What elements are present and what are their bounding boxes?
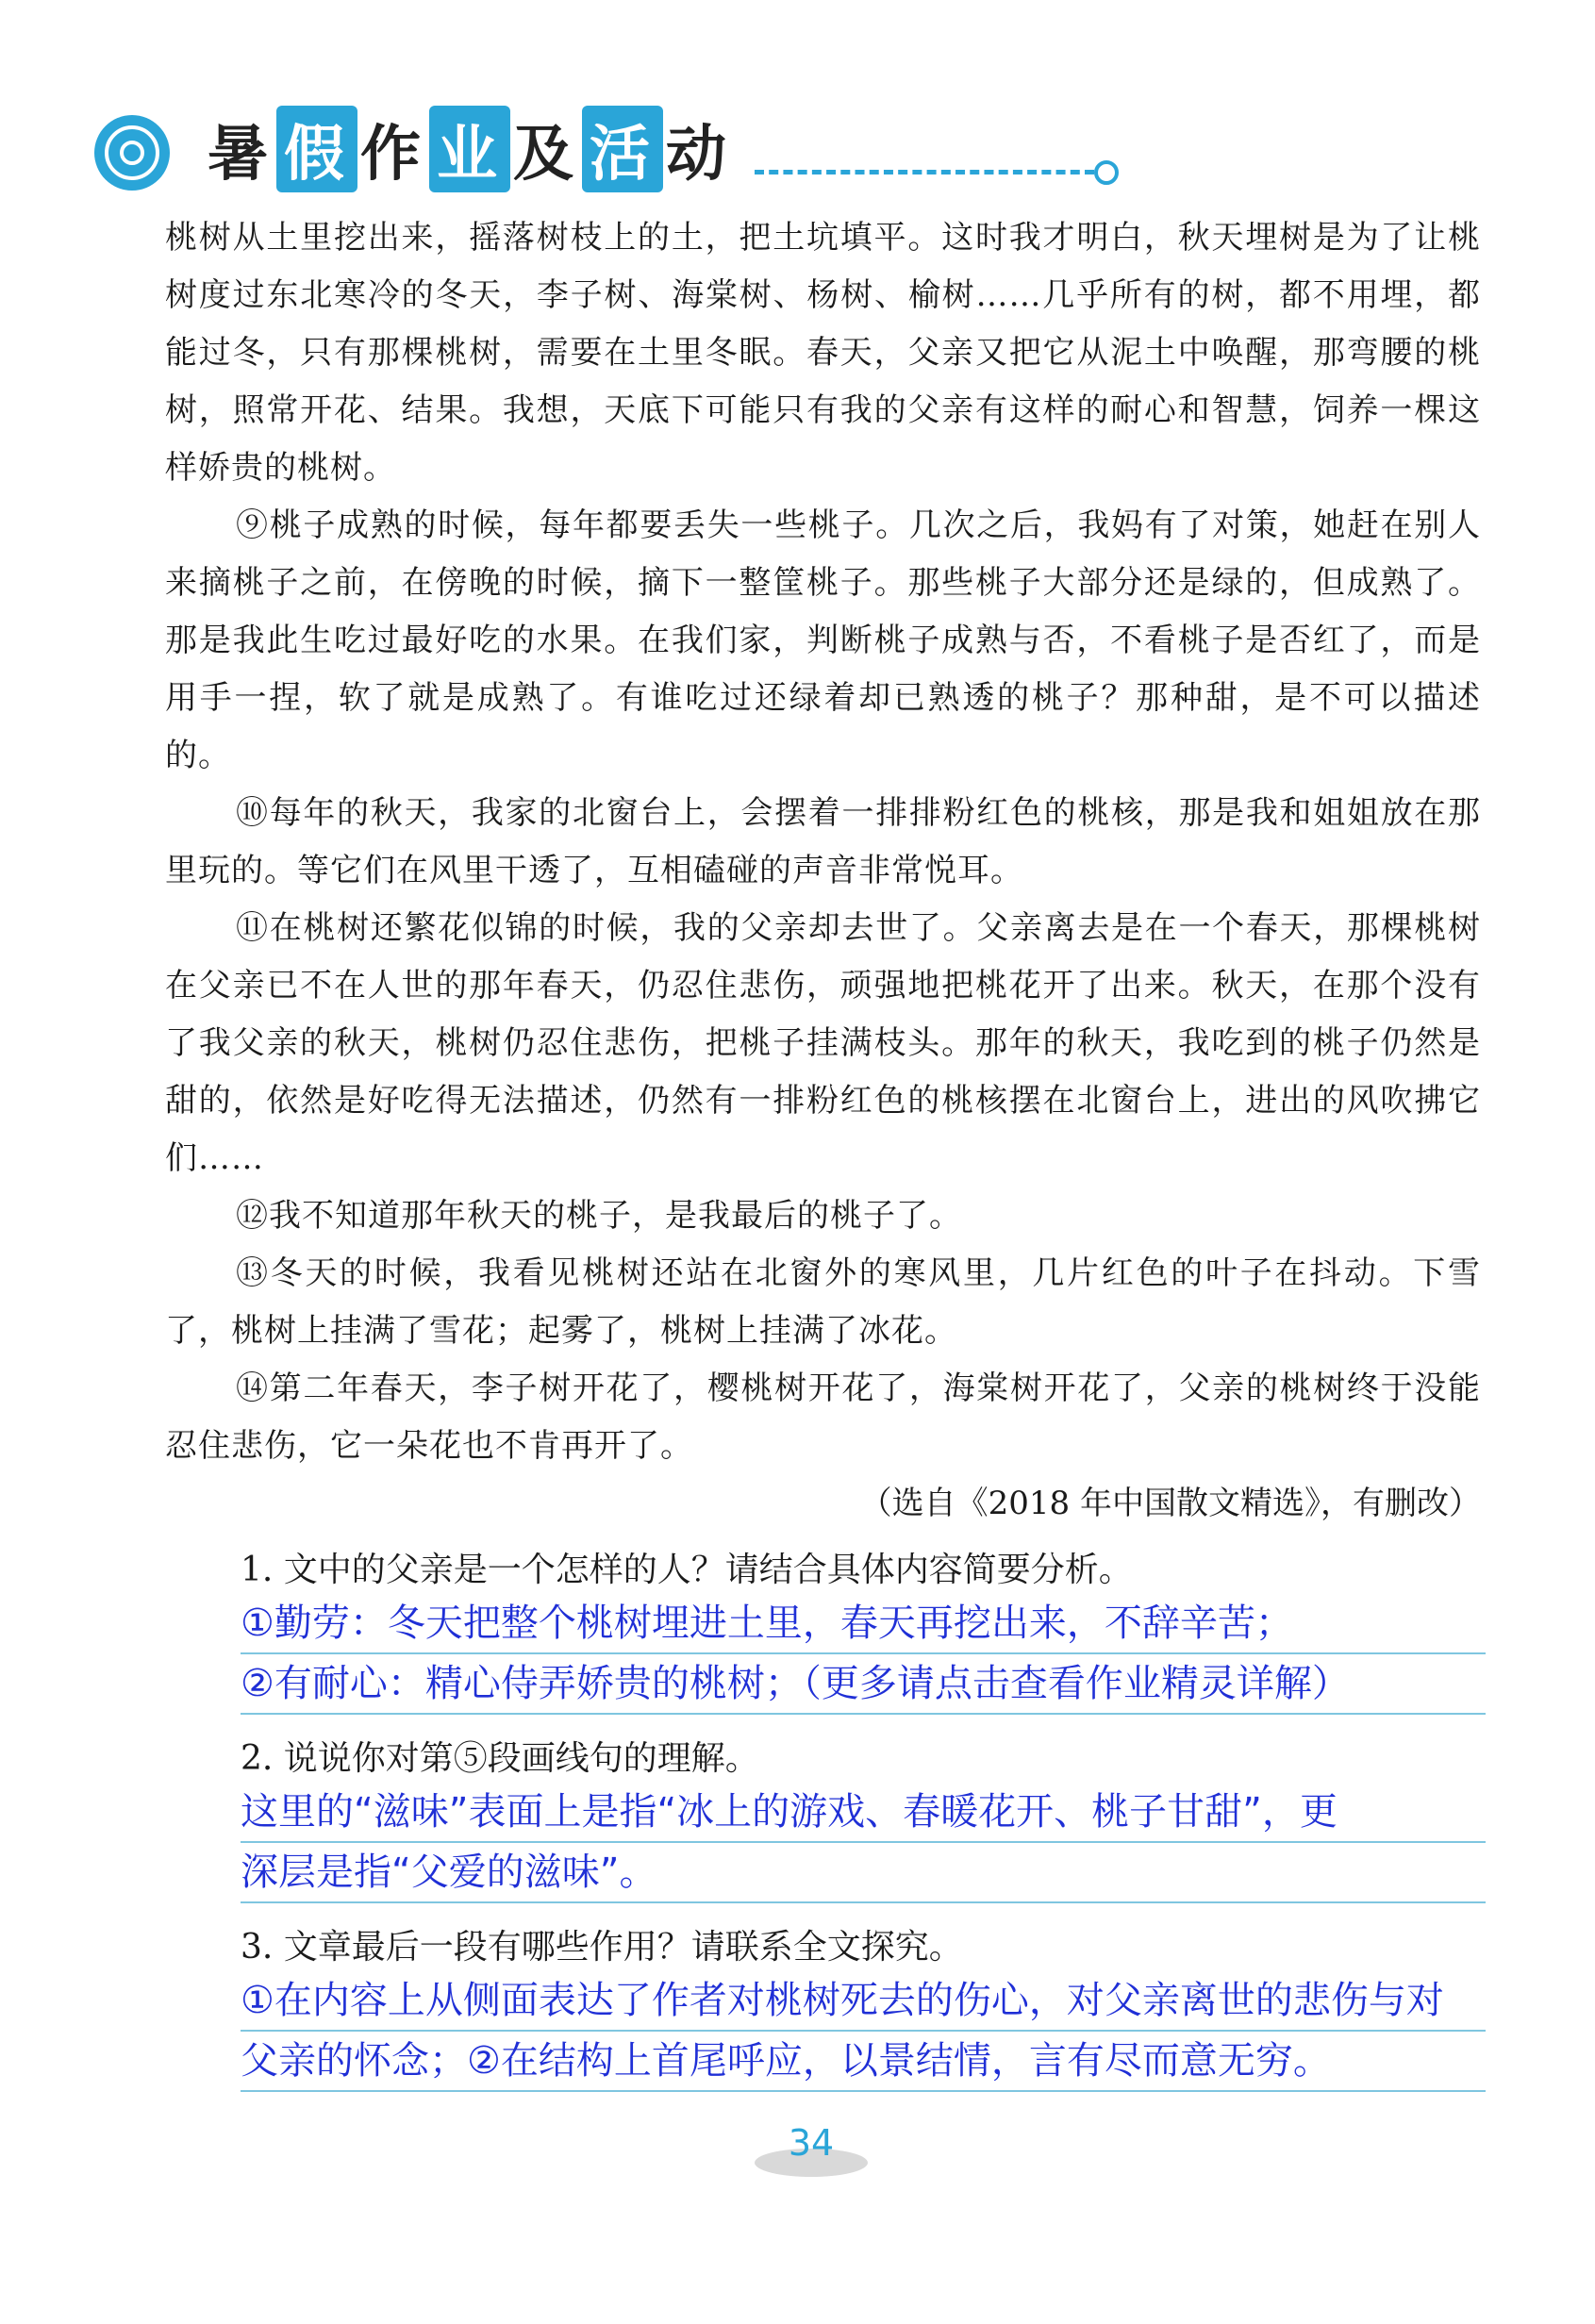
answer-line: ①勤劳：冬天把整个桃树埋进土里，春天再挖出来，不辞辛苦；: [241, 1594, 1486, 1654]
paragraph: ⑭第二年春天，李子树开花了，樱桃树开花了，海棠树开花了，父亲的桃树终于没能忍住悲伤，它一朵花也不肯再开了。: [165, 1370, 1481, 1465]
title-char: 暑: [208, 120, 274, 190]
paragraph: ⑬冬天的时候，我看见桃树还站在北窗外的寒风里，几片红色的叶子在抖动。下雪了，桃树上挂满了雪花；起雾了，桃树上挂满了冰花。: [165, 1254, 1481, 1350]
page-number: [755, 2122, 868, 2179]
answer-line: 父亲的怀念；②在结构上首尾呼应，以景结情，言有尽而意无穷。: [241, 2032, 1486, 2092]
question-text: 1. 文中的父亲是一个怎样的人？请结合具体内容简要分析。: [241, 1551, 1133, 1589]
answer-line: ①在内容上从侧面表达了作者对桃树死去的伤心，对父亲离世的悲伤与对: [241, 1971, 1486, 2032]
question-block: [241, 1547, 1486, 1715]
question-text: 2. 说说你对第⑤段画线句的理解。: [241, 1739, 759, 1778]
page-header: [94, 94, 1151, 198]
answer-line: 这里的“滋味”表面上是指“冰上的游戏、春暖花开、桃子甘甜”，更: [241, 1783, 1486, 1843]
paragraph: ⑪在桃树还繁花似锦的时候，我的父亲却去世了。父亲离去是在一个春天，那棵桃树在父亲已不在人世的那年春天，仍忍住悲伤，顽强地把桃花开了出来。秋天，在那个没有了我父亲的秋天，桃树仍忍住悲伤，把桃子挂满枝头。那年的秋天，我吃到的桃子仍然是甜的，依然是好吃得无法描述，仍然有一排粉红色的桃核摆在北窗台上，进出的风吹拂它们……: [165, 909, 1481, 1177]
header-dot-icon: [1094, 160, 1119, 185]
question-block: [241, 1924, 1486, 2092]
page-number-text: 34: [788, 2122, 835, 2164]
source-citation: （选自《2018 年中国散文精选》，有删改）: [859, 1485, 1481, 1522]
title-char: 动: [666, 120, 732, 190]
target-logo-icon: [94, 115, 170, 191]
paragraph: ⑩每年的秋天，我家的北窗台上，会摆着一排排粉红色的桃核，那是我和姐姐放在那里玩的。等它们在风里干透了，互相磕碰的声音非常悦耳。: [165, 794, 1481, 889]
title-char: 活: [582, 106, 663, 192]
passage: [165, 209, 1481, 1533]
answer-line: 深层是指“父爱的滋味”。: [241, 1843, 1486, 1903]
title-char: 业: [429, 106, 510, 192]
title-char: 假: [276, 106, 357, 192]
header-dashed-line: [755, 170, 1094, 174]
header-title: [208, 106, 732, 192]
answer-line[interactable]: ②有耐心：精心侍弄娇贵的桃树；（更多请点击查看作业精灵详解）: [241, 1654, 1486, 1715]
paragraph: ⑨桃子成熟的时候，每年都要丢失一些桃子。几次之后，我妈有了对策，她赶在别人来摘桃子之前，在傍晚的时候，摘下一整筐桃子。那些桃子大部分还是绿的，但成熟了。那是我此生吃过最好吃的水果。在我们家，判断桃子成熟与否，不看桃子是否红了，而是用手一捏，软了就是成熟了。有谁吃过还绿着却已熟透的桃子？那种甜，是不可以描述的。: [165, 506, 1481, 774]
paragraph: ⑫我不知道那年秋天的桃子，是我最后的桃子了。: [236, 1197, 962, 1235]
question-block: [241, 1735, 1486, 1903]
title-char: 及: [513, 120, 579, 190]
paragraph: 桃树从土里挖出来，摇落树枝上的土，把土坑填平。这时我才明白，秋天埋树是为了让桃树度过东北寒冷的冬天，李子树、海棠树、杨树、榆树……几乎所有的树，都不用埋，都能过冬，只有那棵桃树，需要在土里冬眠。春天，父亲又把它从泥土中唤醒，那弯腰的桃树，照常开花、结果。我想，天底下可能只有我的父亲有这样的耐心和智慧，饲养一棵这样娇贵的桃树。: [165, 219, 1481, 487]
title-char: 作: [360, 120, 426, 190]
question-text: 3. 文章最后一段有哪些作用？请联系全文探究。: [241, 1928, 963, 1967]
